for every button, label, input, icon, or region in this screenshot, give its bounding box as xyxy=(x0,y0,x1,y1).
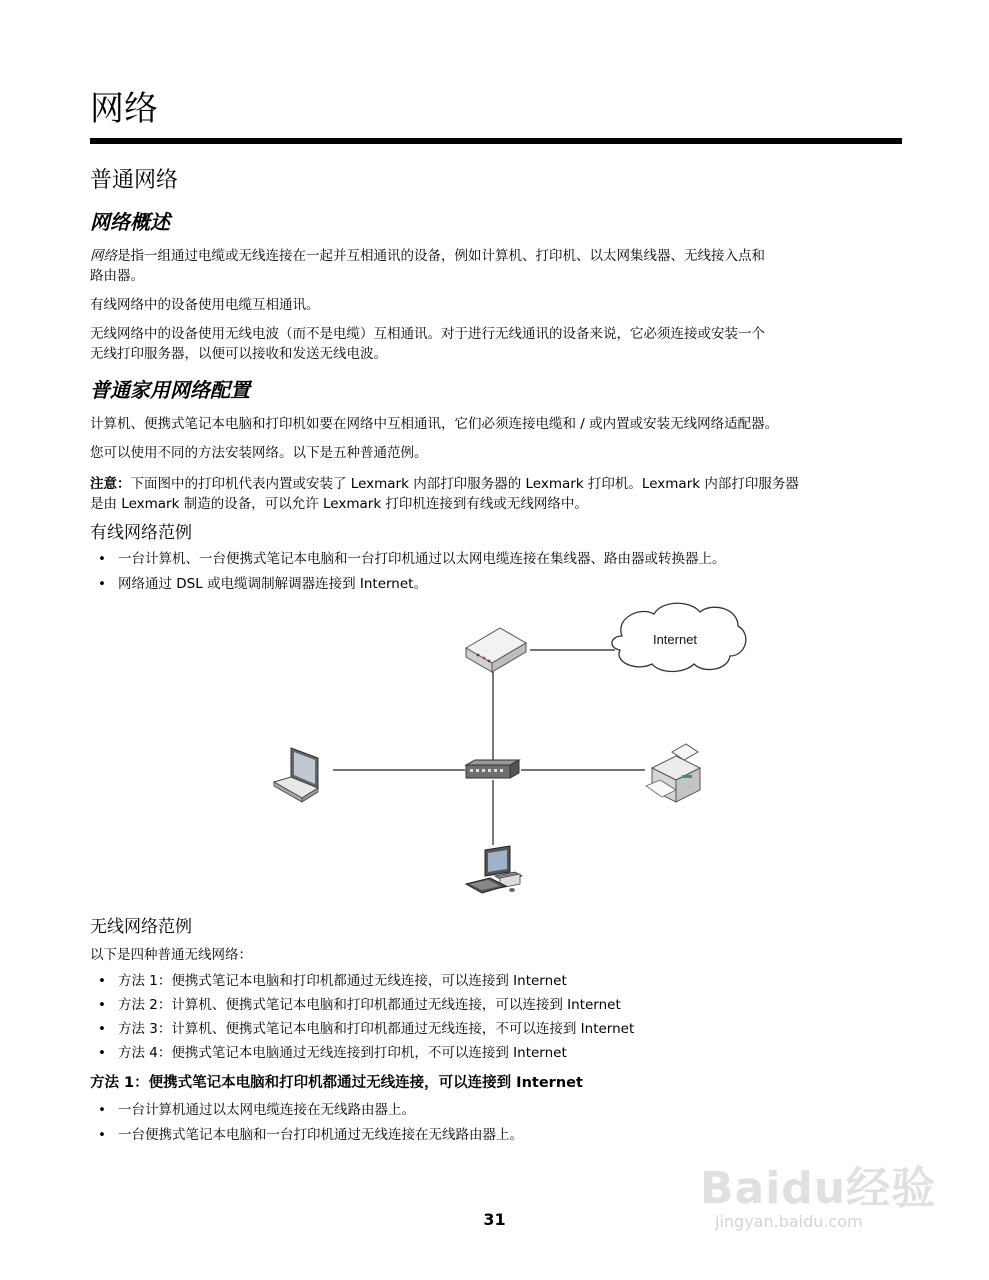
watermark-url: jingyan.baidu.com xyxy=(715,1212,863,1231)
page-number: 31 xyxy=(483,1210,506,1229)
wireless-bullet-2: • 方法 2：计算机、便携式笔记本电脑和打印机都通过无线连接，可以连接到 Internet xyxy=(98,997,621,1013)
page-title: 网络 xyxy=(90,89,158,129)
wireless-heading: 无线网络范例 xyxy=(90,917,192,937)
home-note: 注意：下面图中的打印机代表内置或安装了 Lexmark 内部打印服务器的 Lexmark 打印机。Lexmark 内部打印服务器 是由 Lexmark 制造的设备，可以允许 Lexmark 打印机连接到有线或无线网络中。 xyxy=(90,476,799,512)
printer-icon xyxy=(646,744,700,802)
wired-bullet-2: • 网络通过 DSL 或电缆调制解调器连接到 Internet。 xyxy=(98,576,427,592)
laptop-icon xyxy=(274,748,318,802)
desktop-computer-icon xyxy=(466,846,522,893)
wireless-intro: 以下是四种普通无线网络： xyxy=(90,947,252,963)
overview-heading: 网络概述 xyxy=(90,210,170,234)
method1-bullet-1: • 一台计算机通过以太网电缆连接在无线路由器上。 xyxy=(98,1102,415,1118)
wired-heading: 有线网络范例 xyxy=(90,523,192,543)
watermark-logo: Baidu经验 xyxy=(700,1163,937,1214)
note-label: 注意： xyxy=(90,476,131,492)
wireless-bullet-1: • 方法 1：便携式笔记本电脑和打印机都通过无线连接，可以连接到 Internet xyxy=(98,973,567,989)
wired-bullet-1: • 一台计算机、一台便携式笔记本电脑和一台打印机通过以太网电缆连接在集线器、路由器或转换器上。 xyxy=(98,551,726,567)
overview-paragraph-1: 网络是指一组通过电缆或无线连接在一起并互相通讯的设备，例如计算机、打印机、以太网集线器、无线接入点和 路由器。 xyxy=(90,248,765,284)
modem-icon xyxy=(466,628,526,672)
home-heading: 普通家用网络配置 xyxy=(90,378,250,402)
home-paragraph-2: 您可以使用不同的方法安装网络。以下是五种普通范例。 xyxy=(90,445,428,461)
method1-heading: 方法 1：便携式笔记本电脑和打印机都通过无线连接，可以连接到 Internet xyxy=(90,1075,583,1091)
hub-icon xyxy=(466,760,519,778)
wireless-bullet-3: • 方法 3：计算机、便携式笔记本电脑和打印机都通过无线连接，不可以连接到 Internet xyxy=(98,1021,635,1037)
internet-cloud-label: Internet xyxy=(652,632,698,647)
wireless-bullet-4: • 方法 4：便携式笔记本电脑通过无线连接到打印机，不可以连接到 Internet xyxy=(98,1045,567,1061)
network-cables xyxy=(333,650,645,845)
home-paragraph-1: 计算机、便携式笔记本电脑和打印机如要在网络中互相通讯，它们必须连接电缆和 / 或内置或安装无线网络适配器。 xyxy=(90,416,779,432)
overview-paragraph-2: 有线网络中的设备使用电缆互相通讯。 xyxy=(90,297,320,313)
term-network: 网络 xyxy=(90,248,117,264)
overview-paragraph-3: 无线网络中的设备使用无线电波（而不是电缆）互相通讯。对于进行无线通讯的设备来说，它必须连接或安装一个 无线打印服务器，以便可以接收和发送无线电波。 xyxy=(90,326,765,362)
method1-bullet-2: • 一台便携式笔记本电脑和一台打印机通过无线连接在无线路由器上。 xyxy=(98,1127,523,1143)
section-title: 普通网络 xyxy=(90,168,179,193)
internet-cloud-icon xyxy=(612,603,746,671)
